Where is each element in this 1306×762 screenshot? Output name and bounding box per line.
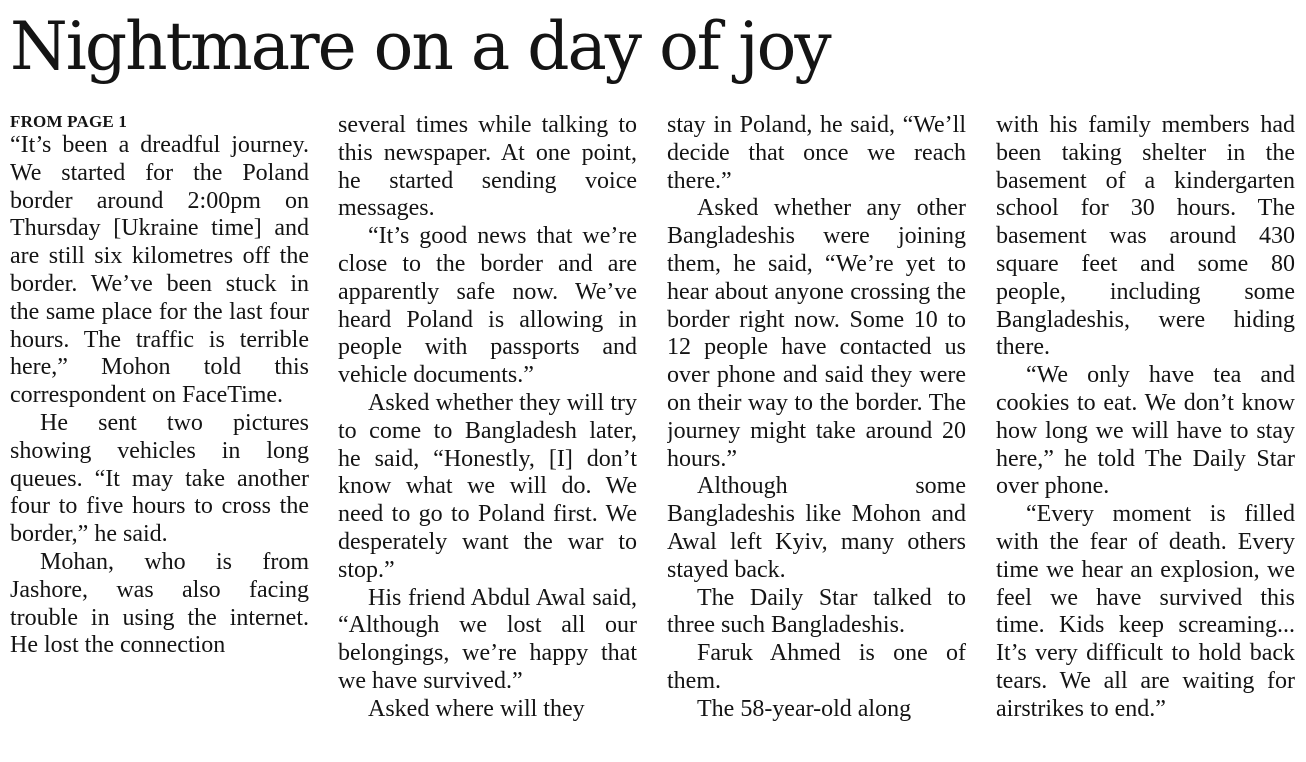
article-column-3 xyxy=(667,112,966,762)
article-paragraph: Mohan, who is from Jashore, was also facing trouble in using the internet. He lost the connection xyxy=(10,548,309,659)
article-paragraph: Asked whether any other Bangladeshis were joining them, he said, “We’re yet to hear about anyone crossing the border right now. Some 10 to 12 people have contacted us over phone and said they were on their way to the border. The journey might take around 20 hours.” xyxy=(667,195,966,472)
article-column-2 xyxy=(338,112,637,762)
article-paragraph: Asked whether they will try to come to Bangladesh later, he said, “Honestly, [I] don’t know what we will do. We need to go to Poland first. We desperately want the war to stop.” xyxy=(338,389,637,583)
kicker-label: FROM PAGE 1 xyxy=(10,112,128,131)
article-paragraph: stay in Poland, he said, “We’ll decide that once we reach there.” xyxy=(667,112,966,194)
article-paragraph: several times while talking to this newspaper. At one point, he started sending voice messages. xyxy=(338,112,637,222)
article-paragraph: “Every moment is filled with the fear of death. Every time we hear an explosion, we feel we have survived this time. Kids keep screaming... It’s very difficult to hold back tears. We all are waiting for airstrikes to end.” xyxy=(996,501,1295,722)
article-column-1 xyxy=(10,112,309,762)
article-paragraph: “We only have tea and cookies to eat. We don’t know how long we will have to stay here,” he told The Daily Star over phone. xyxy=(996,362,1295,500)
article-paragraph: Faruk Ahmed is one of them. xyxy=(667,640,966,694)
article-paragraph: His friend Abdul Awal said, “Although we lost all our belongings, we’re happy that we have survived.” xyxy=(338,584,637,694)
article-paragraph: Asked where will they xyxy=(368,695,585,722)
article-paragraph: He sent two pictures showing vehicles in long queues. “It may take another four to five hours to cross the border,” he said. xyxy=(10,409,309,548)
article-paragraph: “It’s good news that we’re close to the border and are apparently safe now. We’ve heard Poland is allowing in people with passports and vehicle documents.” xyxy=(338,223,637,389)
article-column-4 xyxy=(996,112,1295,762)
article-paragraph: “It’s been a dreadful journey. We started for the Poland border around 2:00pm on Thursday [Ukraine time] and are still six kilometres off the border. We’ve been stuck in the same place for the last four hours. The traffic is terrible here,” Mohon told this correspondent on FaceTime. xyxy=(10,132,309,409)
article-paragraph: The 58-year-old along xyxy=(697,695,912,722)
headline: Nightmare on a day of joy xyxy=(10,8,830,85)
article-paragraph: Although some Bangladeshis like Mohon and Awal left Kyiv, many others stayed back. xyxy=(667,473,966,583)
article-paragraph: The Daily Star talked to three such Bangladeshis. xyxy=(667,584,966,639)
article-paragraph: with his family members had been taking shelter in the basement of a kindergarten school for 30 hours. The basement was around 430 square feet and some 80 people, including some Bangladeshis, were hiding there. xyxy=(996,112,1295,361)
